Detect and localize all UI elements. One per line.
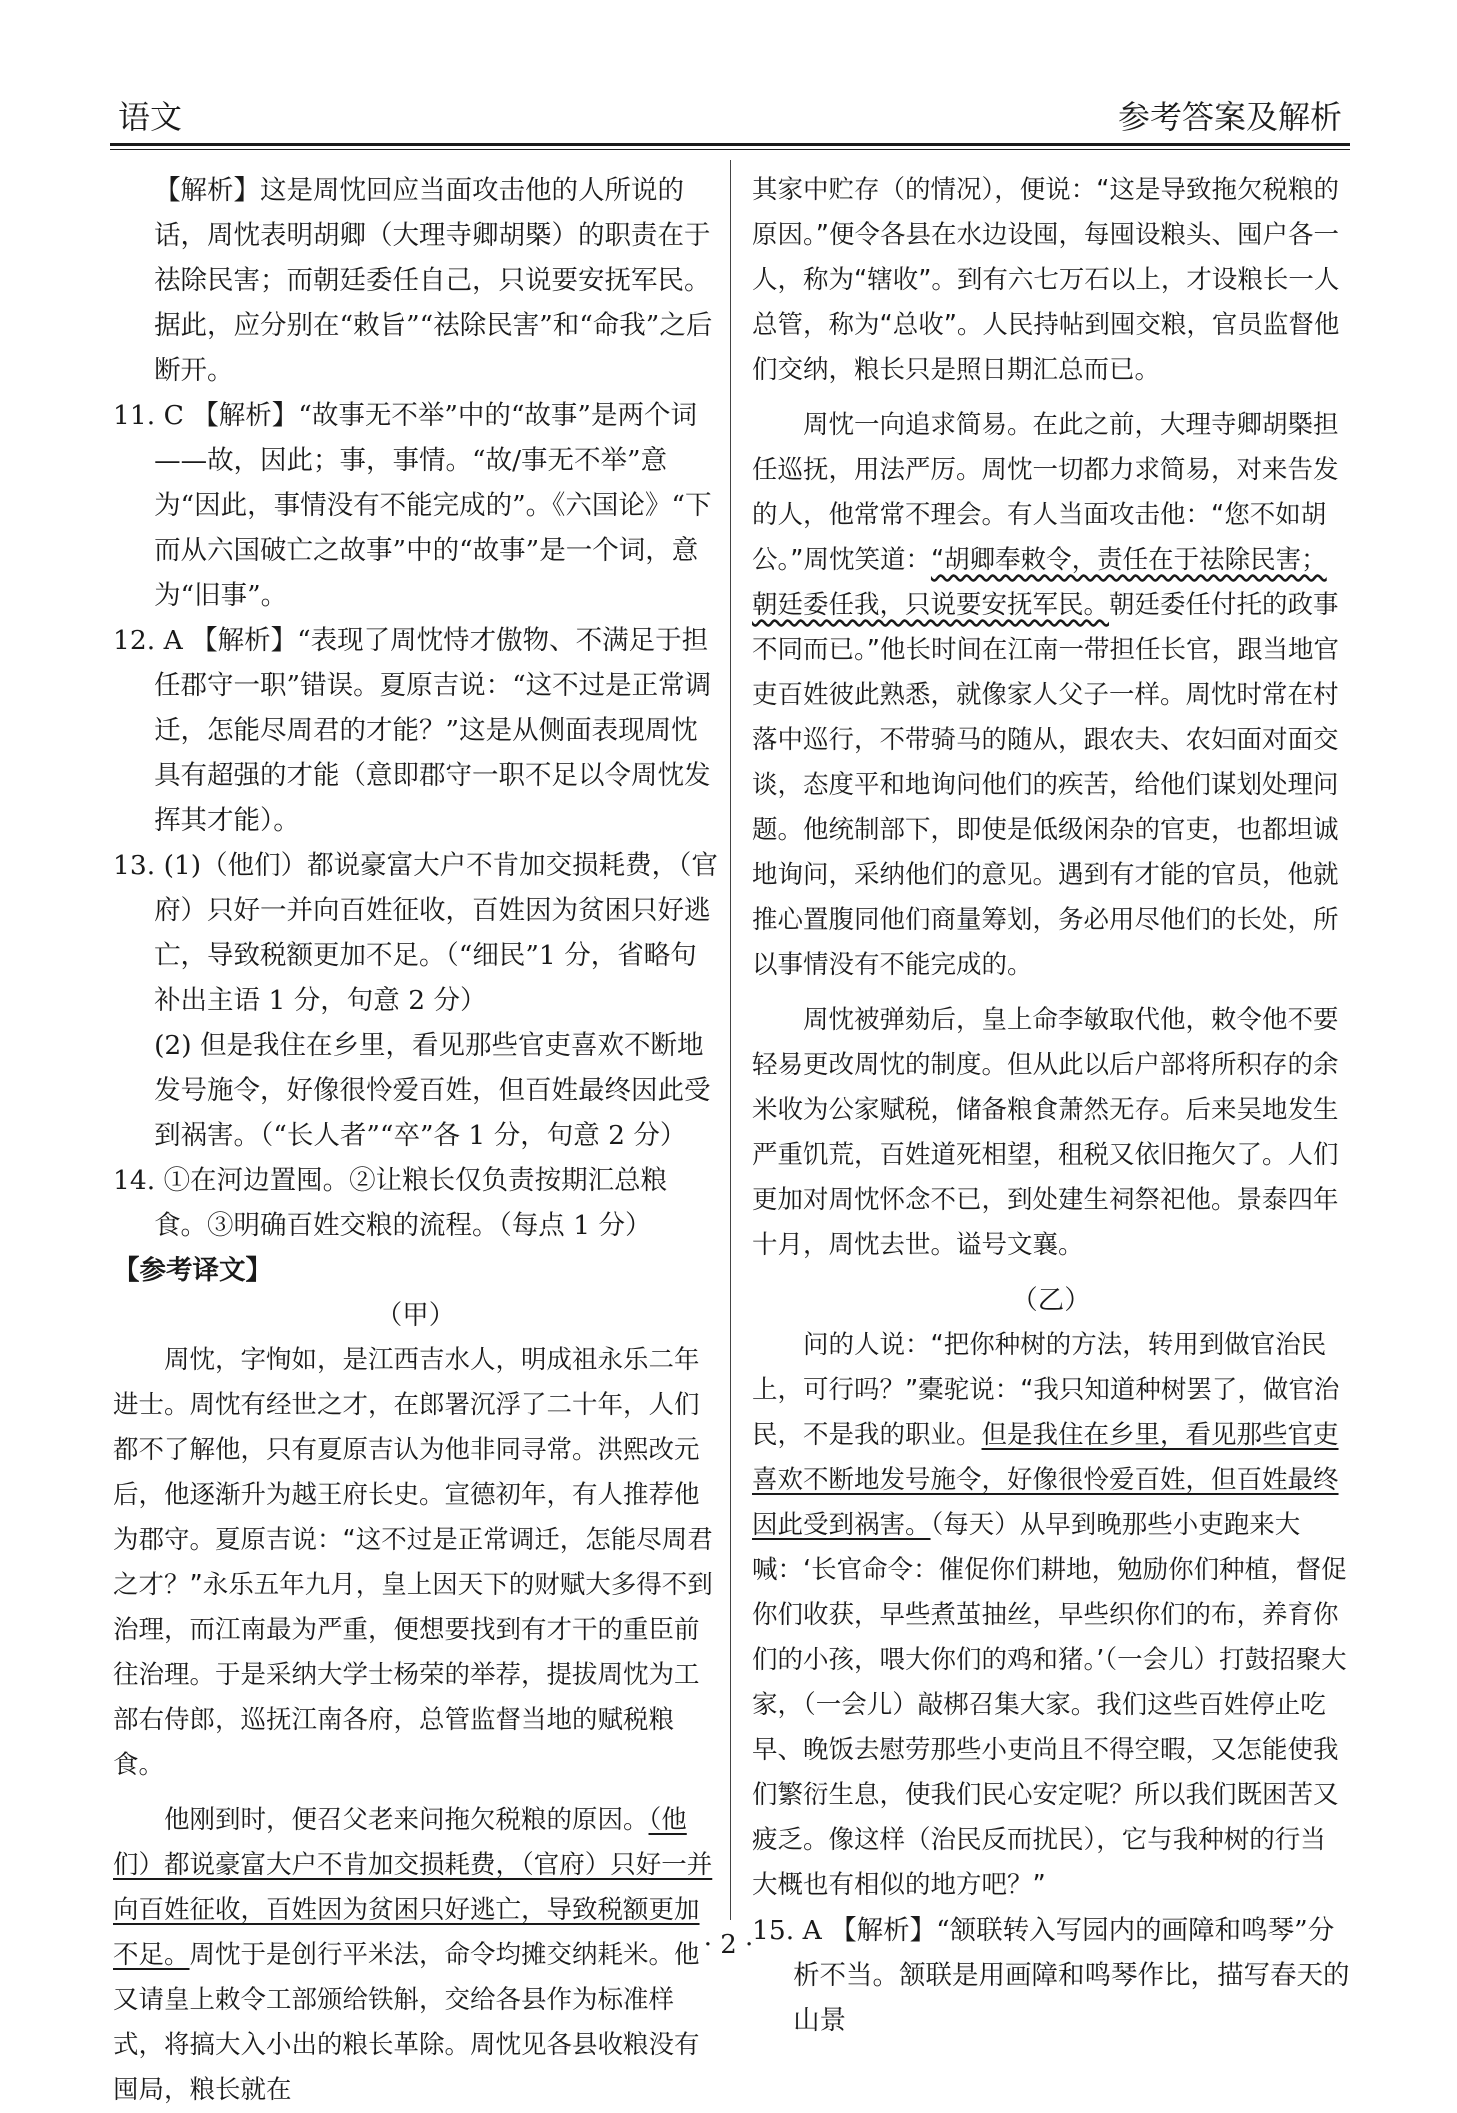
header-subject: 语文 <box>118 98 183 136</box>
q10-analysis: 【解析】这是周忱回应当面攻击他的人所说的话，周忱表明胡卿（大理寺卿胡槩）的职责在于祛除民害；而朝廷委任自己，只说要安抚军民。据此，应分别在“敕旨”“祛除民害”和“命我”之后断开。 <box>154 175 713 386</box>
jia-paragraph-3 <box>752 403 1350 988</box>
jia-paragraph-1: 周忱，字恂如，是江西吉水人，明成祖永乐二年进士。周忱有经世之才，在郎署沉浮了二十年，人们都不了解他，只有夏原吉认为他非同寻常。洪熙改元后，他逐渐升为越王府长史。宣德初年，有人推荐他为郡守。夏原吉说：“这不过是正常调迁，怎能尽周君之才？”永乐五年九月，皇上因天下的财赋大多得不到治理，而江南最为严重，便想要找到有才干的重臣前往治理。于是采纳大学士杨荣的举荐，提拔周忱为工部右侍郎，巡抚江南各府，总管监督当地的赋税粮食。 <box>113 1345 713 1780</box>
left-column <box>113 168 718 2113</box>
jia-p3-wavy-underlined: “胡卿奉敕令，责任在于祛除民害；朝廷委任我，只说要安抚军民。 <box>752 545 1327 620</box>
page-header <box>110 92 1350 138</box>
q13-part2: (2) 但是我住在乡里，看见那些官吏喜欢不断地发号施令，好像很怜爱百姓，但百姓最终因此受到祸害。（“长人者”“卒”各 1 分，句意 2 分） <box>154 1030 711 1151</box>
jia-p2-underlined: （他们）都说豪富大户不肯加交损耗费，（官府）只好一并向百姓征收，百姓因为贫困只好逃亡，导致税额更加不足。 <box>113 1805 713 1970</box>
section-jia-heading: （甲） <box>375 1300 456 1331</box>
section-yi-heading: （乙） <box>1011 1285 1091 1316</box>
spacer <box>752 988 1350 998</box>
page-number: · 2 · <box>703 1930 754 1960</box>
jia-paragraph-2-cont: 其家中贮存（的情况），便说：“这是导致拖欠税粮的原因。”便令各县在水边设囤，每囤设粮头、囤户各一人，称为“辖收”。到有六七万石以上，才设粮长一人总管，称为“总收”。人民持帖到囤交粮，官员监督他们交纳，粮长只是照日期汇总而已。 <box>752 175 1340 385</box>
right-column <box>752 168 1350 2043</box>
q15-answer: 15. A 【解析】“颔联转入写园内的画障和鸣琴”分析不当。颔联是用画障和鸣琴作比，描写春天的山景 <box>752 1915 1350 2036</box>
jia-p3-tail: 朝廷委任付托的政事不同而已。”他长时间在江南一带担任长官，跟当地官吏百姓彼此熟悉，就像家人父子一样。周忱时常在村落中巡行，不带骑马的随从，跟农夫、农妇面对面交谈，态度平和地询问他们的疾苦，给他们谋划处理问题。他统制部下，即使是低级闲杂的官吏，也都坦诚地询问，采纳他们的意见。遇到有才能的官员，他就推心置腹同他们商量筹划，务必用尽他们的长处，所以事情没有不能完成的。 <box>752 590 1339 980</box>
spacer <box>113 1788 718 1798</box>
jia-paragraph-4: 周忱被弹劾后，皇上命李敏取代他，敕令他不要轻易更改周忱的制度。但从此以后户部将所积存的余米收为公家赋税，储备粮食萧然无存。后来吴地发生严重饥荒，百姓道死相望，租税又依旧拖欠了。人们更加对周忱怀念不已，到处建生祠祭祀他。景泰四年十月，周忱去世。谥号文襄。 <box>752 1005 1339 1260</box>
q14-answer: 14. ①在河边置囤。②让粮长仅负责按期汇总粮食。③明确百姓交粮的流程。（每点 1 分） <box>113 1165 668 1241</box>
reference-translation-heading: 【参考译文】 <box>113 1255 272 1286</box>
yi-paragraph <box>752 1323 1350 1908</box>
header-title: 参考答案及解析 <box>1117 98 1342 136</box>
q13-part1: 13. (1)（他们）都说豪富大户不肯加交损耗费，（官府）只好一并向百姓征收，百姓因为贫困只好逃亡，导致税额更加不足。（“细民”1 分，省略句补出主语 1 分，句意 2 分） <box>113 850 718 1016</box>
yi-lead: 问的人说：“把你种树的方法，转用到做官治民上，可行吗？”橐驼说：“我只知道种树罢了，做官治民，不是我的职业。 <box>752 1330 1340 1450</box>
header-rule-thick <box>110 143 1350 146</box>
q12-answer: 12. A 【解析】“表现了周忱恃才傲物、不满足于担任郡守一职”错误。夏原吉说：“这不过是正常调迁，怎能尽周君的才能？”这是从侧面表现周忱具有超强的才能（意即郡守一职不足以令周忱发挥其才能）。 <box>113 625 712 836</box>
yi-underlined: 但是我住在乡里，看见那些官吏喜欢不断地发号施令，好像很怜爱百姓，但百姓最终因此受到祸害。 <box>752 1420 1339 1540</box>
q11-answer: 11. C 【解析】“故事无不举”中的“故事”是两个词——故，因此；事，事情。“故/事无不举”意为“因此，事情没有不能完成的”。《六国论》“下而从六国破亡之故事”中的“故事”是一个词，意为“旧事”。 <box>113 400 712 611</box>
jia-p2-lead: 他刚到时，便召父老来问拖欠税粮的原因。 <box>164 1805 649 1835</box>
jia-p3-lead: 周忱一向追求简易。在此之前，大理寺卿胡槩担任巡抚，用法严厉。周忱一切都力求简易，对来告发的人，他常常不理会。有人当面攻击他：“您不如胡公。”周忱笑道： <box>752 410 1339 575</box>
yi-tail: （每天）从早到晚那些小吏跑来大喊：‘长官命令：催促你们耕地，勉励你们种植，督促你们收获，早些煮茧抽丝，早些织你们的布，养育你们的小孩，喂大你们的鸡和猪。’（一会儿）打鼓招聚大家，（一会儿）敲梆召集大家。我们这些百姓停止吃早、晚饭去慰劳那些小吏尚且不得空暇，又怎能使我们繁衍生息，使我们民心安定呢？所以我们既困苦又疲乏。像这样（治民反而扰民），它与我种树的行当大概也有相似的地方吧？” <box>752 1510 1347 1900</box>
spacer <box>752 1268 1350 1278</box>
column-divider <box>730 160 731 1920</box>
jia-p2-tail: 周忱于是创行平米法，命令均摊交纳耗米。他又请皇上敕令工部颁给铁斛，交给各县作为标准样式，将搞大入小出的粮长革除。周忱见各县收粮没有囤局，粮长就在 <box>113 1940 700 2105</box>
spacer <box>752 393 1350 403</box>
header-rule-thin <box>110 149 1350 150</box>
